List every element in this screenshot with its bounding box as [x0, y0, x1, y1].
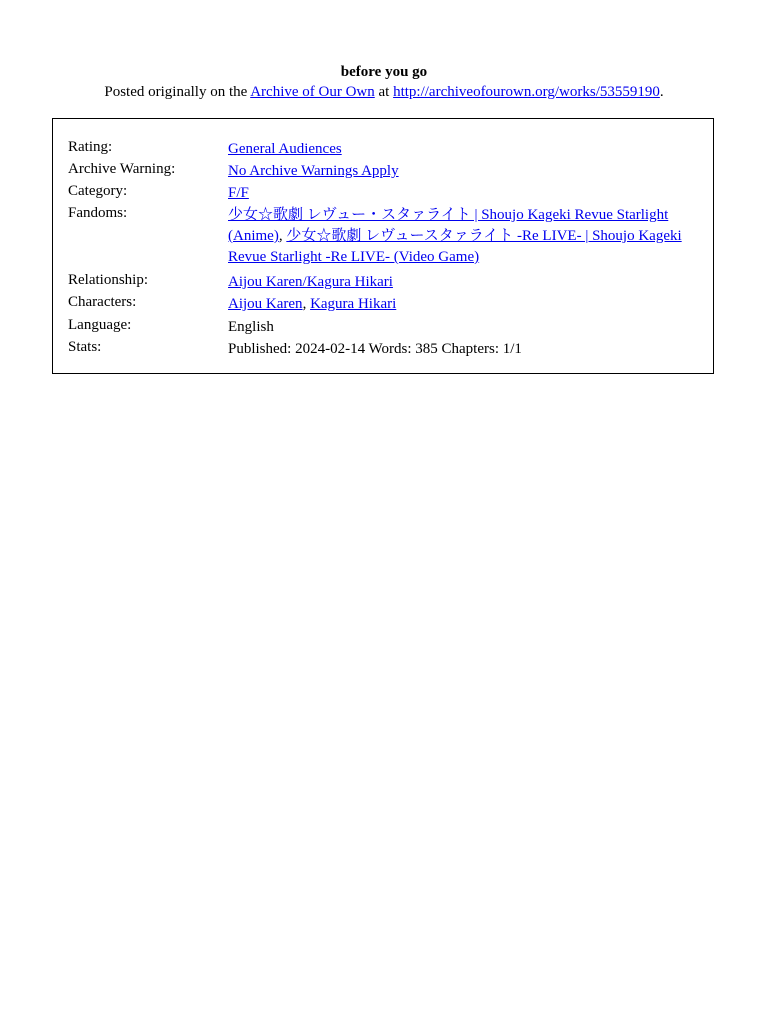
- posted-originally-line: [0, 82, 768, 102]
- fandom-separator: ,: [278, 228, 287, 244]
- posted-mid: at: [374, 84, 394, 100]
- posted-suffix: .: [659, 84, 664, 100]
- stats-value: Published: 2024-02-14 Words: 385 Chapters: 1/1: [228, 341, 522, 357]
- category-label: Category:: [68, 183, 128, 199]
- category-link[interactable]: F/F: [228, 185, 249, 201]
- relationship-value: [228, 272, 698, 293]
- fandom-link-game[interactable]: 少女☆歌劇 レヴュースタァライト -Re LIVE- | Shoujo Kageki Revue Starlight -Re LIVE- (Video Game): [228, 228, 682, 265]
- fandoms-value: [228, 205, 698, 268]
- archive-link[interactable]: Archive of Our Own: [250, 84, 375, 100]
- work-metadata-box: [52, 118, 714, 374]
- warning-link[interactable]: No Archive Warnings Apply: [228, 163, 399, 179]
- language-value: English: [228, 319, 274, 335]
- language-label: Language:: [68, 317, 132, 333]
- characters-label: Characters:: [68, 294, 137, 310]
- rating-link[interactable]: General Audiences: [228, 141, 342, 157]
- rating-value: [228, 139, 698, 160]
- work-url-link[interactable]: http://archiveofourown.org/works/53559190: [393, 84, 660, 100]
- posted-prefix: Posted originally on the: [104, 84, 251, 100]
- fandoms-label: Fandoms:: [68, 205, 128, 221]
- character-link-hikari[interactable]: Kagura Hikari: [310, 296, 397, 312]
- stats-label: Stats:: [68, 339, 102, 355]
- relationship-label: Relationship:: [68, 272, 148, 288]
- category-value: [228, 183, 698, 204]
- work-title: before you go: [340, 64, 428, 80]
- character-link-karen[interactable]: Aijou Karen: [228, 296, 303, 312]
- relationship-link[interactable]: Aijou Karen/Kagura Hikari: [228, 274, 393, 290]
- character-separator: ,: [302, 296, 311, 312]
- rating-label: Rating:: [68, 139, 113, 155]
- warning-value: [228, 161, 698, 182]
- warning-label: Archive Warning:: [68, 161, 176, 177]
- characters-value: [228, 294, 698, 315]
- fandom-link-anime[interactable]: 少女☆歌劇 レヴュー・スタァライト | Shoujo Kageki Revue Starlight (Anime): [228, 207, 669, 244]
